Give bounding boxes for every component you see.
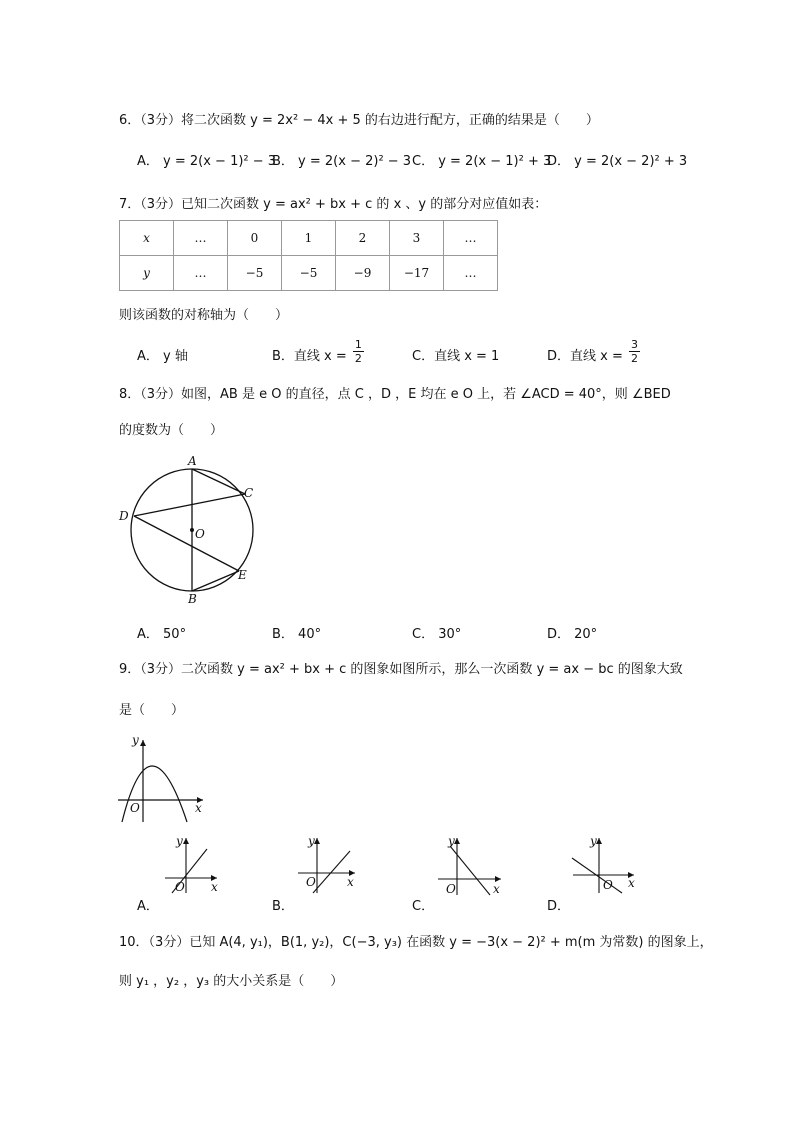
q6-option-d[interactable]: D． y = 2(x − 2)² + 3	[547, 154, 688, 169]
y-axis-label: y	[132, 733, 139, 747]
origin-label: O	[130, 801, 140, 815]
fraction	[353, 338, 364, 365]
y-axis-label: y	[448, 834, 455, 848]
q9-option-c[interactable]: C．	[412, 899, 435, 914]
q9-option-a-graph	[160, 833, 230, 895]
linear-function-line	[450, 846, 490, 895]
origin-label: O	[306, 875, 316, 889]
y-axis-label: y	[590, 834, 597, 848]
label-c: C	[244, 486, 254, 500]
q8-stem-line1: 8．（3分）如图，AB 是 e O 的直径，点 C ，D ，E 均在 e O 上，若 ∠ACD = 40°，则 ∠BED	[119, 387, 671, 402]
chord-de	[134, 516, 239, 571]
q7-option-d[interactable]	[547, 338, 640, 365]
label-e: E	[238, 568, 247, 582]
chord-ac	[192, 469, 245, 494]
chord-be	[192, 571, 239, 591]
table-cell: −5	[228, 256, 282, 291]
fraction-numerator: 1	[354, 338, 362, 351]
q6-option-c[interactable]: C． y = 2(x − 1)² + 3	[412, 154, 552, 169]
table-cell: …	[174, 221, 228, 256]
origin-label: O	[603, 878, 613, 892]
q10-stem-line2: 则 y₁ ，y₂ ，y₃ 的大小关系是（ ）	[119, 974, 344, 989]
fraction	[629, 338, 640, 365]
table-cell: …	[444, 256, 498, 291]
q7-option-c[interactable]: C．直线 x = 1	[412, 349, 500, 364]
label-o: O	[195, 527, 205, 541]
q8-option-d[interactable]: D． 20°	[547, 627, 598, 642]
table-row-x	[120, 221, 498, 256]
y-arrow-icon	[454, 838, 460, 844]
q9-option-c-graph	[435, 833, 515, 895]
fraction-denominator: 2	[354, 352, 362, 365]
table-cell: 0	[228, 221, 282, 256]
table-cell: 3	[390, 221, 444, 256]
x-axis-label: x	[493, 882, 500, 896]
x-axis-label: x	[347, 875, 354, 889]
q6-stem: 6．（3分）将二次函数 y = 2x² − 4x + 5 的右边进行配方，正确的结果是（ ）	[119, 113, 599, 128]
q9-option-a[interactable]: A．	[137, 899, 159, 914]
x-axis-label: x	[628, 876, 635, 890]
y-arrow-icon	[596, 838, 602, 844]
q9-parabola-graph	[115, 730, 225, 825]
q9-option-b-graph	[295, 833, 365, 895]
q8-stem-line2: 的度数为（ ）	[119, 423, 224, 438]
q7-option-a[interactable]: A． y 轴	[137, 349, 188, 364]
label-a: A	[188, 454, 197, 468]
origin-label: O	[446, 882, 456, 896]
origin-label: O	[175, 880, 185, 894]
q9-stem-line1: 9．（3分）二次函数 y = ax² + bx + c 的图象如图所示，那么一次函数 y = ax − bc 的图象大致	[119, 662, 683, 677]
table-row-y	[120, 256, 498, 291]
table-cell: −17	[390, 256, 444, 291]
q9-option-d[interactable]: D．	[547, 899, 571, 914]
q9-option-b[interactable]: B．	[272, 899, 294, 914]
q9-option-d-graph	[570, 833, 645, 895]
q8-option-c[interactable]: C． 30°	[412, 627, 462, 642]
q7-value-table	[119, 220, 498, 291]
center-point	[190, 528, 194, 532]
x-axis-label: x	[195, 801, 202, 815]
chord-dc	[134, 494, 245, 516]
fraction-denominator: 2	[631, 352, 639, 365]
table-cell: y	[120, 256, 174, 291]
q7-followup: 则该函数的对称轴为（ ）	[119, 308, 289, 323]
q10-stem-line1: 10．（3分）已知 A(4, y₁)，B(1, y₂)，C(−3, y₃) 在函数 y = −3(x − 2)² + m(m 为常数) 的图象上，	[119, 935, 713, 950]
y-axis-label: y	[176, 834, 183, 848]
table-cell: 2	[336, 221, 390, 256]
label-d: D	[119, 509, 129, 523]
table-cell: −9	[336, 256, 390, 291]
table-cell: …	[174, 256, 228, 291]
q8-circle-figure	[110, 450, 270, 610]
y-arrow-icon	[183, 838, 189, 844]
q7-option-b[interactable]	[272, 338, 364, 365]
table-cell: −5	[282, 256, 336, 291]
table-cell: x	[120, 221, 174, 256]
q8-option-a[interactable]: A． 50°	[137, 627, 187, 642]
y-arrow-icon	[314, 838, 320, 844]
y-arrow-icon	[140, 740, 146, 746]
q7-option-b-label: B．直线 x =	[272, 349, 347, 364]
q8-option-b[interactable]: B． 40°	[272, 627, 322, 642]
table-cell: 1	[282, 221, 336, 256]
q6-option-a[interactable]: A． y = 2(x − 1)² − 3	[137, 154, 277, 169]
table-cell: …	[444, 221, 498, 256]
q9-stem-line2: 是（ ）	[119, 703, 185, 718]
fraction-numerator: 3	[631, 338, 639, 351]
y-axis-label: y	[308, 834, 315, 848]
q6-option-b[interactable]: B． y = 2(x − 2)² − 3	[272, 154, 412, 169]
label-b: B	[188, 592, 197, 606]
q7-option-d-label: D．直线 x =	[547, 349, 623, 364]
q7-stem: 7．（3分）已知二次函数 y = ax² + bx + c 的 x 、y 的部分对应值如表：	[119, 197, 548, 212]
x-axis-label: x	[211, 880, 218, 894]
linear-function-line	[313, 851, 350, 893]
